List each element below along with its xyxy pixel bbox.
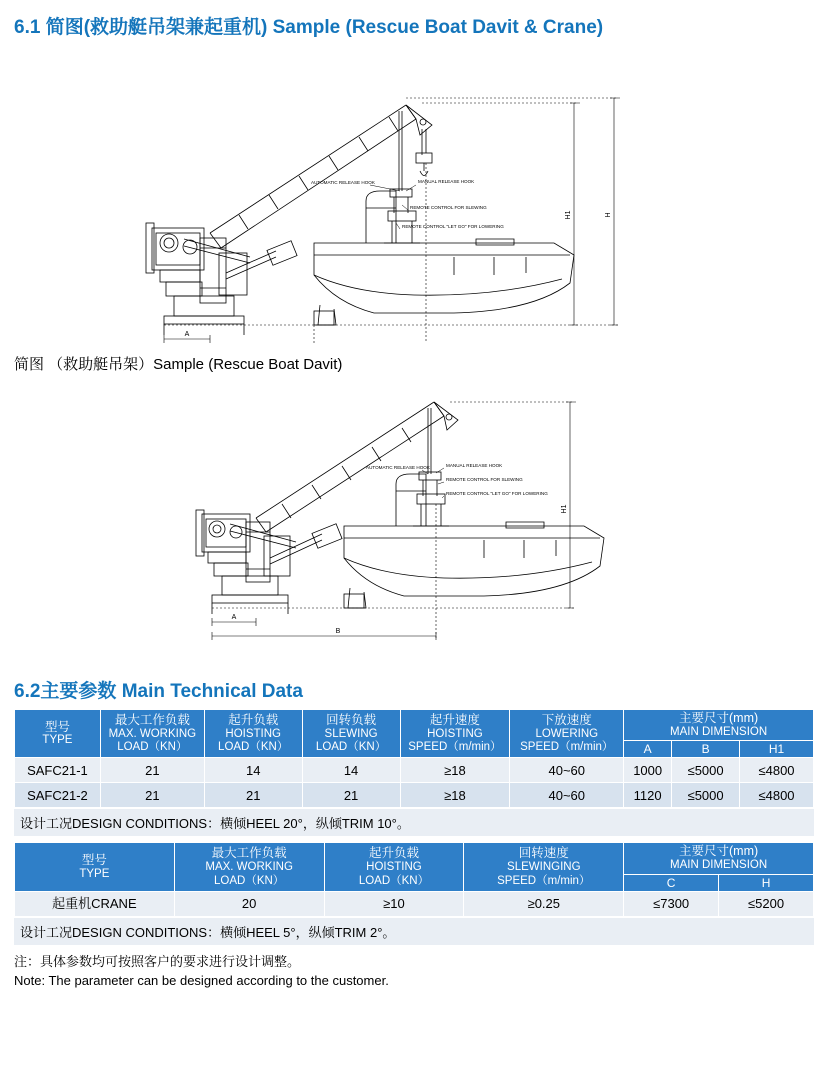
- cell-hoisting-load: 14: [204, 758, 302, 783]
- header-main-dimension: 主要尺寸(mm) MAIN DIMENSION: [624, 843, 814, 874]
- cell-max-working-load: 21: [100, 783, 204, 808]
- table-row: [15, 783, 814, 808]
- cell-dim-c: ≤7300: [624, 891, 719, 916]
- header-slewing-speed: 回转速度 SLEWINGING SPEED（m/min）: [464, 843, 624, 891]
- manual-release-hook-label-fig1: MANUAL RELEASE HOOK: [418, 179, 475, 184]
- header-dim-h: H: [719, 874, 814, 891]
- figure2-title: 简图 （救助艇吊架）Sample (Rescue Boat Davit): [14, 356, 343, 373]
- design-conditions-2: 设计工况DESIGN CONDITIONS：横倾HEEL 5°，纵倾TRIM 2°。: [14, 917, 814, 945]
- cell-max-working-load: 21: [100, 758, 204, 783]
- header-main-dimension: 主要尺寸(mm) MAIN DIMENSION: [624, 710, 814, 741]
- cell-dim-h1: ≤4800: [740, 758, 814, 783]
- remote-lowering-label-fig1: REMOTE CONTROL "LET GO" FOR LOWERING: [402, 224, 504, 229]
- header-dim-a: A: [624, 741, 672, 758]
- header-dim-c: C: [624, 874, 719, 891]
- header-max-working-load: 最大工作负载 MAX. WORKING LOAD（KN）: [100, 710, 204, 758]
- section2-title: 6.2主要参数 Main Technical Data: [14, 681, 303, 702]
- auto-release-hook-label-fig2: AUTOMATIC RELEASE HOOK: [366, 465, 430, 470]
- header-max-working-load: 最大工作负载 MAX. WORKING LOAD（KN）: [174, 843, 324, 891]
- cell-type: SAFC21-2: [15, 783, 101, 808]
- cell-slewing-speed: ≥0.25: [464, 891, 624, 916]
- cell-type: 起重机CRANE: [15, 891, 175, 916]
- header-hoisting-load: 起升负载 HOISTING LOAD（KN）: [204, 710, 302, 758]
- cell-hoisting-speed: ≥18: [400, 758, 510, 783]
- figure-rescue-boat-davit-and-crane: [14, 43, 814, 343]
- design-conditions-1: 设计工况DESIGN CONDITIONS：横倾HEEL 20°，纵倾TRIM 10°。: [14, 808, 814, 836]
- note-cn: 注：具体参数均可按照客户的要求进行设计调整。: [14, 953, 301, 969]
- figure-rescue-boat-davit: [14, 374, 814, 674]
- table-header-row: [15, 843, 814, 874]
- remote-slewing-label-fig1: REMOTE CONTROL FOR SLEWING: [410, 205, 487, 210]
- cell-lowering-speed: 40~60: [510, 783, 624, 808]
- cell-dim-h1: ≤4800: [740, 783, 814, 808]
- remote-lowering-label-fig2: REMOTE CONTROL "LET GO" FOR LOWERING: [446, 491, 548, 496]
- remote-slewing-label-fig2: REMOTE CONTROL FOR SLEWING: [446, 477, 523, 482]
- cell-dim-b: ≤5000: [672, 758, 740, 783]
- header-dim-b: B: [672, 741, 740, 758]
- header-hoisting-speed: 起升速度 HOISTING SPEED（m/min）: [400, 710, 510, 758]
- cell-max-working-load: 20: [174, 891, 324, 916]
- header-hoisting-load: 起升负载 HOISTING LOAD（KN）: [324, 843, 464, 891]
- table-header-row: [15, 710, 814, 741]
- cell-dim-b: ≤5000: [672, 783, 740, 808]
- cell-type: SAFC21-1: [15, 758, 101, 783]
- cell-hoisting-load: 21: [204, 783, 302, 808]
- cell-dim-h: ≤5200: [719, 891, 814, 916]
- note-en: Note: The parameter can be designed according to the customer.: [14, 972, 389, 988]
- dim-h1-label-fig1: H1: [565, 210, 572, 220]
- cell-slewing-load: 21: [302, 783, 400, 808]
- cell-dim-a: 1000: [624, 758, 672, 783]
- cell-slewing-load: 14: [302, 758, 400, 783]
- cell-lowering-speed: 40~60: [510, 758, 624, 783]
- dim-h-label-fig1: H: [605, 212, 612, 218]
- cell-hoisting-speed: ≥18: [400, 783, 510, 808]
- page-title: 6.1 简图(救助艇吊架兼起重机) Sample (Rescue Boat Davit & Crane): [14, 17, 604, 38]
- manual-release-hook-label-fig2: MANUAL RELEASE HOOK: [446, 463, 503, 468]
- header-type: 型号 TYPE: [15, 843, 175, 891]
- crane-technical-data-table: [14, 842, 814, 916]
- table-row: [15, 891, 814, 916]
- cell-dim-a: 1120: [624, 783, 672, 808]
- header-type: 型号 TYPE: [15, 710, 101, 758]
- header-dim-h1: H1: [740, 741, 814, 758]
- table-row: [15, 758, 814, 783]
- cell-hoisting-load: ≥10: [324, 891, 464, 916]
- dim-b-label-fig2: B: [335, 628, 341, 635]
- dim-a-label-fig2: A: [231, 614, 237, 621]
- main-technical-data-table: [14, 709, 814, 808]
- dim-a-label-fig1: A: [184, 331, 190, 338]
- header-lowering-speed: 下放速度 LOWERING SPEED（m/min）: [510, 710, 624, 758]
- header-slewing-load: 回转负载 SLEWING LOAD（KN）: [302, 710, 400, 758]
- dim-h1-label-fig2: H1: [561, 504, 568, 514]
- auto-release-hook-label-fig1: AUTOMATIC RELEASE HOOK: [311, 180, 375, 185]
